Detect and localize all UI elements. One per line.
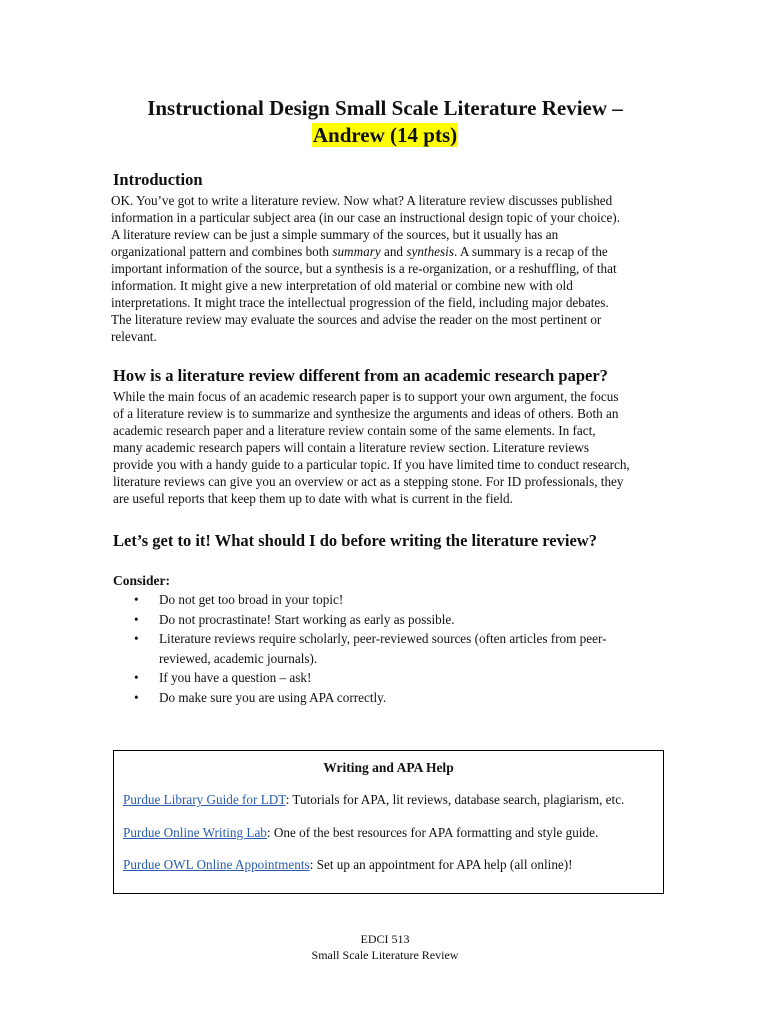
help-row-text: : Tutorials for APA, lit reviews, database search, plagiarism, etc. bbox=[285, 792, 625, 807]
consider-list bbox=[113, 590, 653, 707]
text-line-mixed bbox=[111, 243, 671, 260]
purdue-owl-link[interactable]: Purdue Online Writing Lab bbox=[123, 825, 267, 840]
help-row-text: : One of the best resources for APA formatting and style guide. bbox=[266, 825, 599, 840]
text-line: While the main focus of an academic research paper is to support your own argument, the focus bbox=[113, 389, 619, 404]
heading-introduction: Introduction bbox=[113, 170, 203, 189]
title-line-1: Instructional Design Small Scale Literature Review – bbox=[147, 96, 623, 120]
text-line: information. It might give a new interpretation of old material or combine new with old bbox=[111, 278, 573, 293]
help-row-text: : Set up an appointment for APA help (all online)! bbox=[309, 857, 573, 872]
text-line: important information of the source, but a synthesis is a re-organization, or a reshuffling, of that bbox=[111, 261, 617, 276]
help-row-writing-lab bbox=[123, 825, 598, 841]
text-line: information in a particular subject area (in our case an instructional design topic of your choice). bbox=[111, 210, 621, 225]
italic-summary: summary bbox=[332, 244, 381, 259]
document-title bbox=[0, 95, 770, 149]
text-line: academic research paper and a literature review contain some of the same elements. In fact, bbox=[113, 423, 596, 438]
heading-difference: How is a literature review different from an academic research paper? bbox=[113, 366, 608, 385]
list-item bbox=[113, 629, 653, 668]
text-line: OK. You’ve got to write a literature review. Now what? A literature review discusses published bbox=[111, 193, 613, 208]
list-item-text: • Do not procrastinate! Start working as early as possible. bbox=[159, 611, 455, 627]
writing-apa-help-box bbox=[113, 750, 664, 894]
list-item-text: reviewed, academic journals). bbox=[159, 650, 318, 666]
italic-synthesis: synthesis bbox=[406, 244, 454, 259]
list-item-text: • Literature reviews require scholarly, peer-reviewed sources (often articles from peer- bbox=[159, 631, 607, 646]
help-box-title: Writing and APA Help bbox=[323, 760, 454, 775]
text-line: literature reviews can give you an overview or act as a stepping stone. For ID professionals, they bbox=[113, 474, 624, 489]
text-line: The literature review may evaluate the sources and advise the reader on the most pertinent or bbox=[111, 312, 602, 327]
introduction-paragraph bbox=[111, 192, 671, 345]
heading-get-to-it: Let’s get to it! What should I do before writing the literature review? bbox=[113, 531, 597, 550]
list-item bbox=[113, 668, 653, 688]
text-fragment: organizational pattern and combines both bbox=[111, 244, 333, 259]
list-item bbox=[113, 688, 653, 708]
text-fragment: . A summary is a recap of the bbox=[453, 244, 608, 259]
text-line: interpretations. It might trace the intellectual progression of the field, including major debates. bbox=[111, 295, 609, 310]
text-line: provide you with a handy guide to a particular topic. If you have limited time to conduct research, bbox=[113, 457, 630, 472]
text-line: relevant. bbox=[111, 329, 157, 344]
text-line: many academic research papers will contain a literature review section. Literature reviews bbox=[113, 440, 589, 455]
list-item bbox=[113, 590, 653, 610]
purdue-library-guide-link[interactable]: Purdue Library Guide for LDT bbox=[123, 792, 286, 807]
text-line: are useful reports that keep them up to date with what is current in the field. bbox=[113, 491, 513, 506]
consider-label: Consider: bbox=[113, 573, 170, 588]
help-row-appointments bbox=[123, 857, 573, 873]
list-item-text: • Do make sure you are using APA correctly. bbox=[159, 689, 387, 705]
list-item-text: • If you have a question – ask! bbox=[159, 670, 312, 685]
difference-paragraph bbox=[113, 388, 673, 507]
footer-title: Small Scale Literature Review bbox=[311, 948, 459, 962]
text-line: A literature review can be just a simple summary of the sources, but it usually has an bbox=[111, 227, 559, 242]
page-footer bbox=[0, 931, 770, 963]
title-line-2-highlighted: Andrew (14 pts) bbox=[312, 123, 458, 147]
text-fragment: and bbox=[380, 244, 407, 259]
footer-course: EDCI 513 bbox=[360, 932, 410, 946]
text-line: of a literature review is to summarize and synthesize the arguments and ideas of others. Both an bbox=[113, 406, 619, 421]
purdue-owl-appointments-link[interactable]: Purdue OWL Online Appointments bbox=[123, 857, 310, 872]
list-item-text: • Do not get too broad in your topic! bbox=[159, 592, 344, 607]
help-row-library-guide bbox=[123, 792, 624, 808]
list-item bbox=[113, 610, 653, 630]
